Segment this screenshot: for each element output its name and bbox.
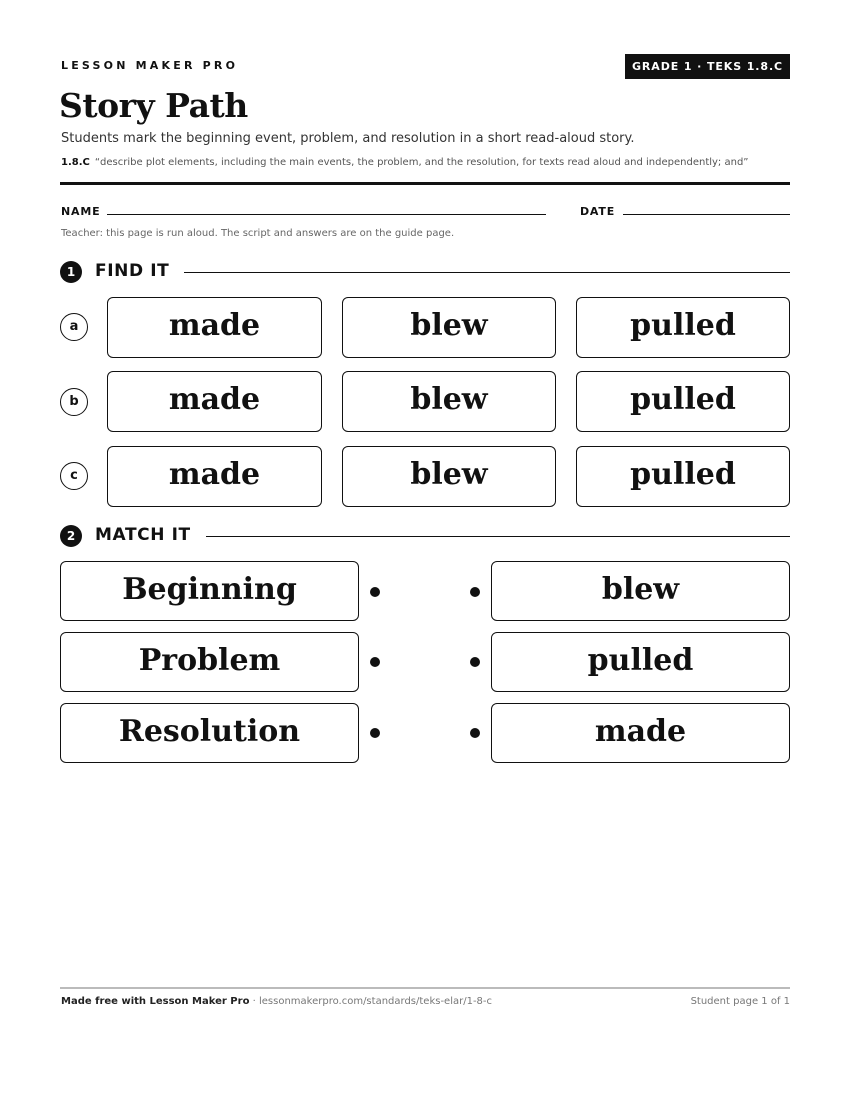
name-field-line[interactable] (107, 214, 546, 215)
match-label-resolution[interactable]: Resolution (60, 703, 359, 763)
match-dot-left[interactable] (370, 657, 380, 667)
section-number-badge: 1 (60, 261, 82, 283)
word-box[interactable]: blew (342, 371, 556, 432)
match-label-problem[interactable]: Problem (60, 632, 359, 692)
word-box[interactable]: blew (342, 446, 556, 507)
date-label: DATE (580, 205, 616, 218)
word-box[interactable]: made (107, 371, 322, 432)
page-title: Story Path (59, 86, 248, 125)
word-box[interactable]: pulled (576, 446, 790, 507)
section-match-it-header (60, 524, 790, 548)
standard-code: 1.8.C (61, 157, 90, 168)
row-letter-c: c (60, 462, 88, 490)
footer-credit (61, 996, 492, 1007)
match-dot-left[interactable] (370, 728, 380, 738)
footer-made-with: Made free with Lesson Maker Pro (61, 996, 250, 1007)
row-letter-b: b (60, 388, 88, 416)
section-title: MATCH IT (95, 525, 191, 545)
match-dot-right[interactable] (470, 657, 480, 667)
header-divider (60, 182, 790, 185)
section-find-it-header (60, 260, 790, 284)
teacher-note: Teacher: this page is run aloud. The script and answers are on the guide page. (61, 228, 455, 239)
footer-url[interactable]: · lessonmakerpro.com/standards/teks-elar/1-8-c (249, 996, 493, 1007)
word-box[interactable]: made (107, 297, 322, 358)
date-field-line[interactable] (623, 214, 790, 215)
word-box[interactable]: pulled (576, 297, 790, 358)
section-number-badge: 2 (60, 525, 82, 547)
section-title: FIND IT (95, 261, 170, 281)
section-rule (184, 272, 790, 273)
match-dot-right[interactable] (470, 728, 480, 738)
word-box[interactable]: blew (342, 297, 556, 358)
match-label-beginning[interactable]: Beginning (60, 561, 359, 621)
word-box[interactable]: pulled (576, 371, 790, 432)
word-box[interactable]: made (107, 446, 322, 507)
match-dot-left[interactable] (370, 587, 380, 597)
match-word[interactable]: blew (491, 561, 790, 621)
brand-label: LESSON MAKER PRO (61, 59, 239, 72)
name-label: NAME (61, 205, 101, 218)
row-letter-a: a (60, 313, 88, 341)
section-rule (206, 536, 790, 537)
page-subtitle: Students mark the beginning event, problem, and resolution in a short read-aloud story. (61, 131, 635, 146)
standard-line (61, 157, 748, 168)
footer-divider (60, 987, 790, 989)
match-dot-right[interactable] (470, 587, 480, 597)
match-word[interactable]: made (491, 703, 790, 763)
footer-page-number: Student page 1 of 1 (690, 996, 790, 1007)
match-word[interactable]: pulled (491, 632, 790, 692)
grade-badge: GRADE 1 · TEKS 1.8.C (625, 54, 790, 79)
standard-text: “describe plot elements, including the main events, the problem, and the resolution, for texts read aloud and independently; and” (94, 157, 749, 168)
